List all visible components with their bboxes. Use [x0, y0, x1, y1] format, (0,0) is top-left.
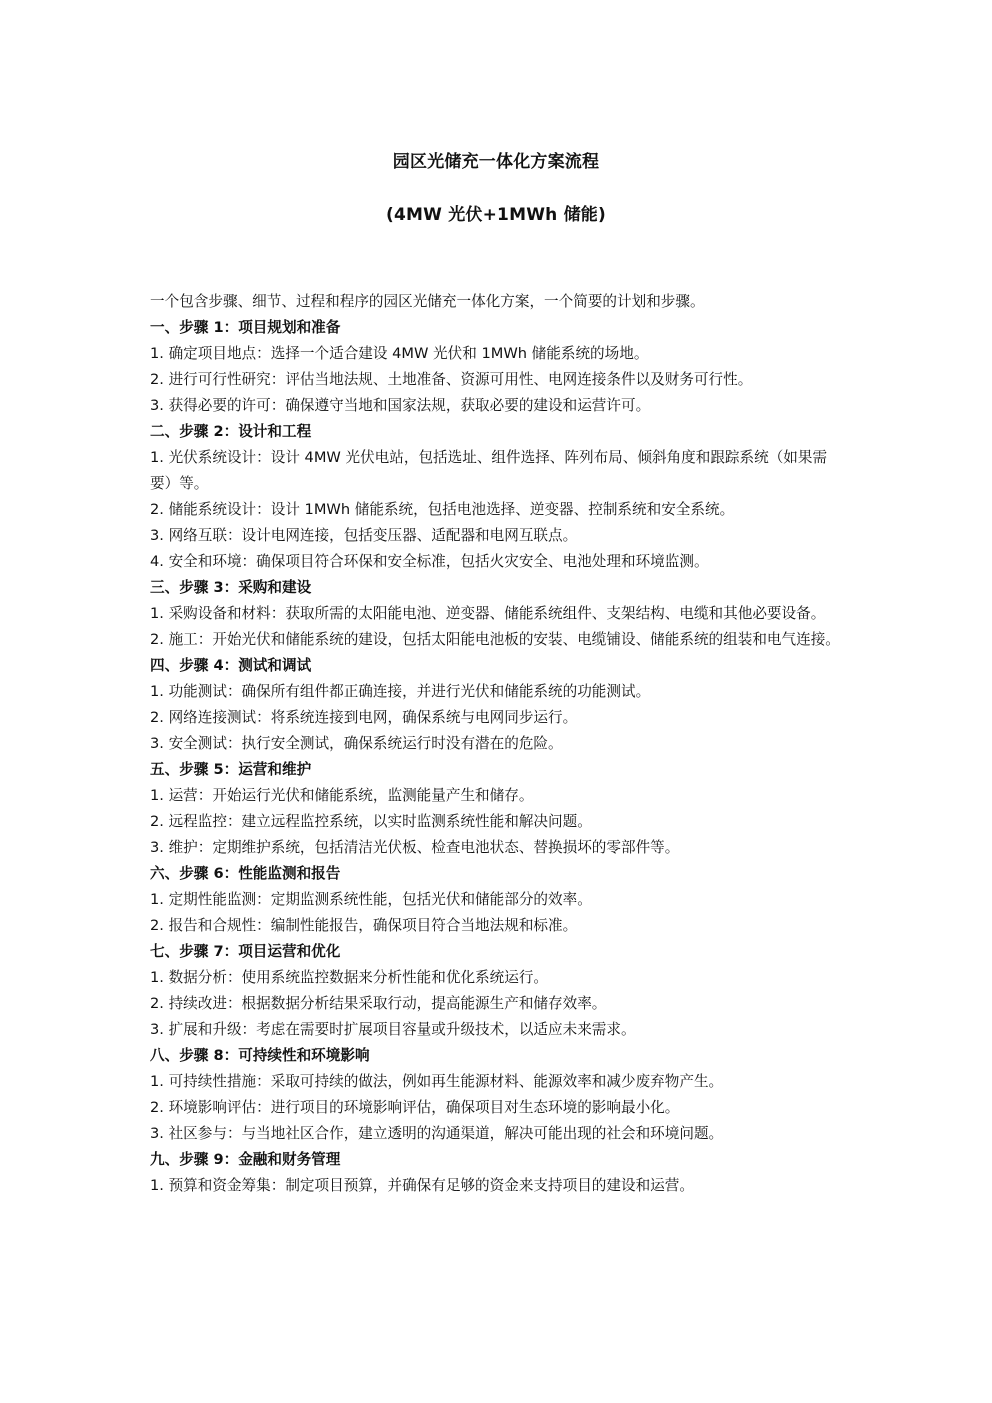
- section-item: 2. 进行可行性研究：评估当地法规、土地准备、资源可用性、电网连接条件以及财务可行性。: [150, 371, 753, 388]
- section-item: 3. 网络互联：设计电网连接，包括变压器、适配器和电网互联点。: [150, 527, 578, 544]
- section-heading: 二、步骤 2：设计和工程: [150, 423, 312, 440]
- section-heading: 七、步骤 7：项目运营和优化: [150, 943, 341, 960]
- section-item: 1. 预算和资金筹集：制定项目预算，并确保有足够的资金来支持项目的建设和运营。: [150, 1177, 694, 1194]
- intro-paragraph: 一个包含步骤、细节、过程和程序的园区光储充一体化方案，一个简要的计划和步骤。: [150, 293, 705, 310]
- section-item: 1. 光伏系统设计：设计 4MW 光伏电站，包括选址、组件选择、阵列布局、倾斜角度和跟踪系统（如果需要）等。: [150, 449, 828, 492]
- section-item: 3. 安全测试：执行安全测试，确保系统运行时没有潜在的危险。: [150, 735, 563, 752]
- section-item: 2. 储能系统设计：设计 1MWh 储能系统，包括电池选择、逆变器、控制系统和安全系统。: [150, 501, 735, 518]
- section-heading: 三、步骤 3：采购和建设: [150, 579, 312, 596]
- section-item: 3. 获得必要的许可：确保遵守当地和国家法规，获取必要的建设和运营许可。: [150, 397, 651, 414]
- section-item: 3. 扩展和升级：考虑在需要时扩展项目容量或升级技术，以适应未来需求。: [150, 1021, 636, 1038]
- section-item: 1. 确定项目地点：选择一个适合建设 4MW 光伏和 1MWh 储能系统的场地。: [150, 345, 649, 362]
- section-heading: 九、步骤 9：金融和财务管理: [150, 1151, 341, 1168]
- section-heading: 六、步骤 6：性能监测和报告: [150, 865, 341, 882]
- section-item: 2. 网络连接测试：将系统连接到电网，确保系统与电网同步运行。: [150, 709, 578, 726]
- section-item: 2. 环境影响评估：进行项目的环境影响评估，确保项目对生态环境的影响最小化。: [150, 1099, 680, 1116]
- section-item: 3. 维护：定期维护系统，包括清洁光伏板、检查电池状态、替换损坏的零部件等。: [150, 839, 680, 856]
- document-subtitle: (4MW 光伏+1MWh 储能): [386, 205, 606, 225]
- section-item: 2. 持续改进：根据数据分析结果采取行动，提高能源生产和储存效率。: [150, 995, 607, 1012]
- section-item: 4. 安全和环境：确保项目符合环保和安全标准，包括火灾安全、电池处理和环境监测。: [150, 553, 709, 570]
- section-item: 2. 施工：开始光伏和储能系统的建设，包括太阳能电池板的安装、电缆铺设、储能系统的组装和电气连接。: [150, 631, 840, 648]
- section-heading: 一、步骤 1：项目规划和准备: [150, 319, 341, 336]
- section-item: 1. 定期性能监测：定期监测系统性能，包括光伏和储能部分的效率。: [150, 891, 592, 908]
- document-title: 园区光储充一体化方案流程: [392, 152, 600, 172]
- document-body: [150, 289, 840, 1199]
- section-item: 2. 远程监控：建立远程监控系统，以实时监测系统性能和解决问题。: [150, 813, 592, 830]
- section-heading: 八、步骤 8：可持续性和环境影响: [150, 1047, 370, 1064]
- section-item: 1. 数据分析：使用系统监控数据来分析性能和优化系统运行。: [150, 969, 549, 986]
- section-item: 1. 可持续性措施：采取可持续的做法，例如再生能源材料、能源效率和减少废弃物产生。: [150, 1073, 724, 1090]
- section-item: 2. 报告和合规性：编制性能报告，确保项目符合当地法规和标准。: [150, 917, 578, 934]
- section-item: 1. 采购设备和材料：获取所需的太阳能电池、逆变器、储能系统组件、支架结构、电缆和其他必要设备。: [150, 605, 826, 622]
- section-item: 1. 运营：开始运行光伏和储能系统，监测能量产生和储存。: [150, 787, 534, 804]
- section-item: 3. 社区参与：与当地社区合作，建立透明的沟通渠道，解决可能出现的社会和环境问题。: [150, 1125, 724, 1142]
- section-heading: 四、步骤 4：测试和调试: [150, 657, 312, 674]
- section-heading: 五、步骤 5：运营和维护: [150, 761, 312, 778]
- section-item: 1. 功能测试：确保所有组件都正确连接，并进行光伏和储能系统的功能测试。: [150, 683, 651, 700]
